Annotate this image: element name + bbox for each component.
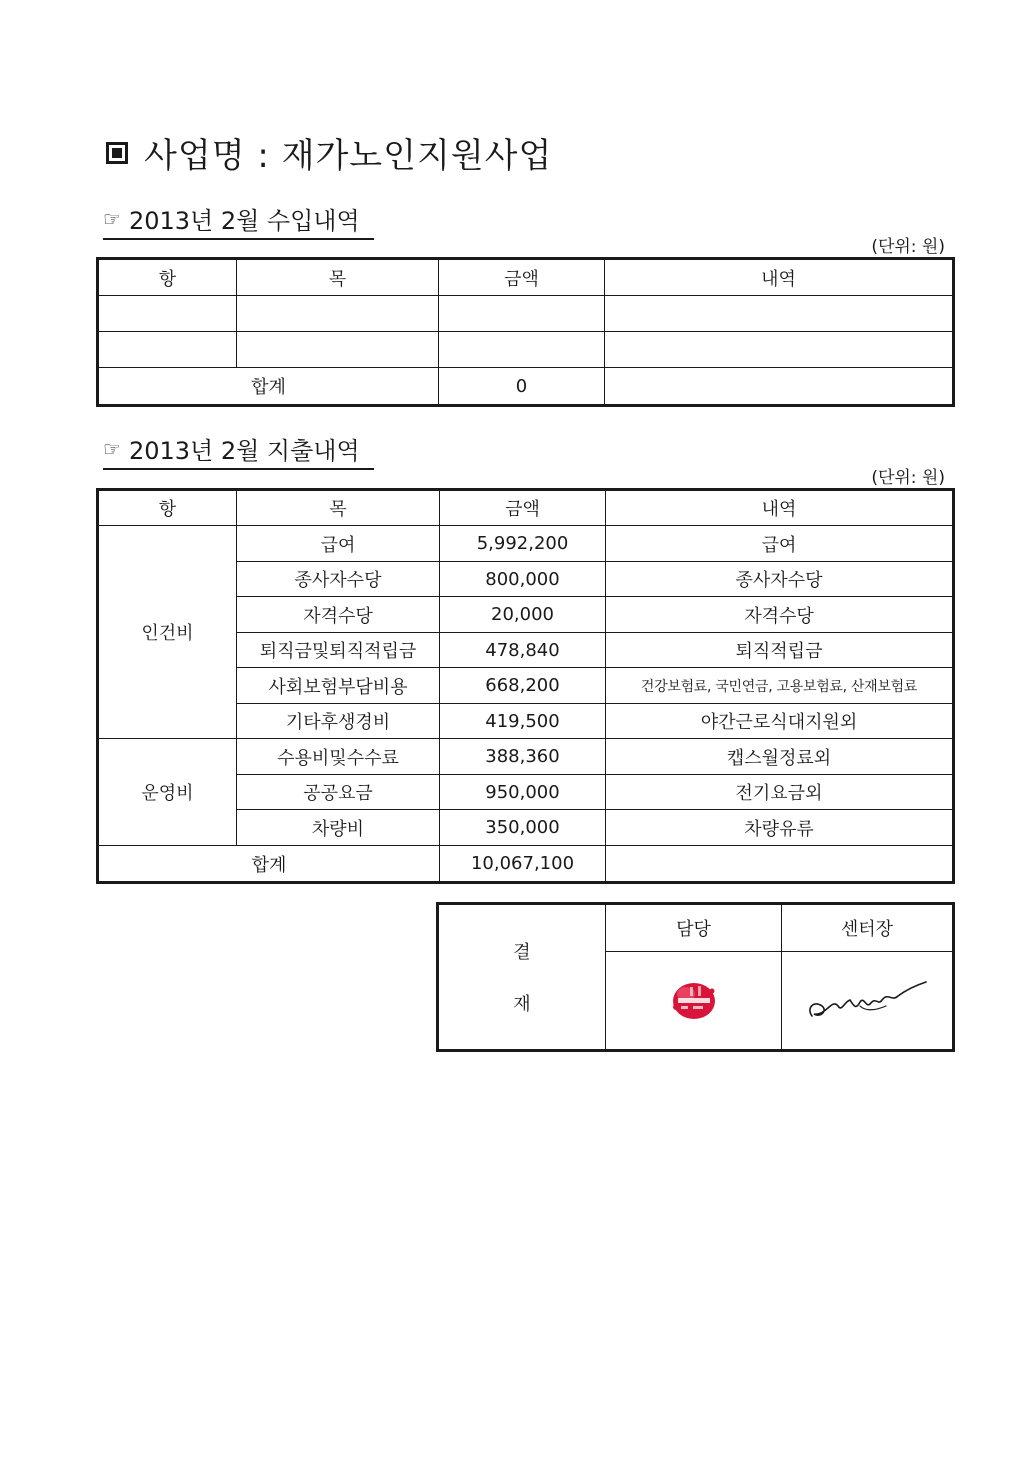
expense-detail: 퇴직적립금 xyxy=(606,633,954,668)
approval-label-top: 결 xyxy=(513,942,531,963)
expense-amount: 20,000 xyxy=(440,597,606,633)
expense-amount: 388,360 xyxy=(440,739,606,775)
approval-label xyxy=(438,904,606,1051)
expense-header-row xyxy=(98,490,954,526)
expense-amount: 419,500 xyxy=(440,704,606,739)
approval-table xyxy=(436,902,955,1052)
expense-detail: 건강보험료, 국민연금, 고용보험료, 산재보험료 xyxy=(606,668,954,704)
expense-heading xyxy=(103,431,374,470)
pointing-hand-icon: ☞ xyxy=(103,206,121,231)
table-row xyxy=(98,526,954,562)
expense-detail: 야간근로식대지원외 xyxy=(606,704,954,739)
income-empty-row xyxy=(98,332,954,368)
expense-header-detail: 내역 xyxy=(606,490,954,526)
expense-amount: 668,200 xyxy=(440,668,606,704)
expense-item: 자격수당 xyxy=(237,597,440,633)
expense-item: 종사자수당 xyxy=(237,562,440,597)
page-title-text: 사업명 : 재가노인지원사업 xyxy=(144,136,553,176)
income-total-amount: 0 xyxy=(439,368,605,406)
expense-item: 급여 xyxy=(237,526,440,562)
expense-header-mok: 목 xyxy=(237,490,440,526)
expense-detail: 자격수당 xyxy=(606,597,954,633)
expense-total-row xyxy=(98,846,954,883)
expense-heading-text: 2013년 2월 지출내역 xyxy=(128,437,360,465)
income-header-mok: 목 xyxy=(237,259,439,296)
income-total-label: 합계 xyxy=(98,368,439,406)
approval-col-director: 센터장 xyxy=(782,904,954,952)
expense-item: 차량비 xyxy=(237,810,440,846)
expense-group-operation: 운영비 xyxy=(98,739,237,846)
expense-item: 수용비및수수료 xyxy=(237,739,440,775)
pointing-hand-icon: ☞ xyxy=(103,436,121,461)
handwritten-signature xyxy=(802,976,932,1026)
expense-amount: 350,000 xyxy=(440,810,606,846)
income-heading xyxy=(103,201,374,240)
expense-item: 퇴직금및퇴직적립금 xyxy=(237,633,440,668)
expense-detail: 캡스월정료외 xyxy=(606,739,954,775)
expense-header-amount: 금액 xyxy=(440,490,606,526)
approval-label-bottom: 재 xyxy=(513,994,531,1015)
expense-detail: 종사자수당 xyxy=(606,562,954,597)
income-unit-label: (단위: 원) xyxy=(871,237,945,257)
expense-header-hang: 항 xyxy=(98,490,237,526)
approval-staff-cell xyxy=(606,952,782,1051)
expense-item: 공공요금 xyxy=(237,775,440,810)
approval-col-staff: 담당 xyxy=(606,904,782,952)
expense-amount: 800,000 xyxy=(440,562,606,597)
expense-amount: 478,840 xyxy=(440,633,606,668)
expense-detail: 차량유류 xyxy=(606,810,954,846)
approval-director-cell xyxy=(782,952,954,1051)
income-empty-row xyxy=(98,296,954,332)
expense-detail: 급여 xyxy=(606,526,954,562)
expense-table xyxy=(96,488,955,884)
page-title xyxy=(106,128,552,177)
expense-unit-label: (단위: 원) xyxy=(871,468,945,488)
expense-total-label: 합계 xyxy=(98,846,440,883)
income-total-row xyxy=(98,368,954,406)
income-header-detail: 내역 xyxy=(605,259,954,296)
expense-amount: 950,000 xyxy=(440,775,606,810)
income-header-hang: 항 xyxy=(98,259,237,296)
expense-item: 기타후생경비 xyxy=(237,704,440,739)
square-bullet-icon xyxy=(106,142,128,164)
income-table xyxy=(96,257,955,407)
expense-total-amount: 10,067,100 xyxy=(440,846,606,883)
income-header-amount: 금액 xyxy=(439,259,605,296)
red-seal-stamp xyxy=(666,977,722,1025)
expense-group-personnel: 인건비 xyxy=(98,526,237,739)
table-row xyxy=(98,739,954,775)
expense-amount: 5,992,200 xyxy=(440,526,606,562)
income-header-row xyxy=(98,259,954,296)
expense-item: 사회보험부담비용 xyxy=(237,668,440,704)
expense-detail: 전기요금외 xyxy=(606,775,954,810)
income-heading-text: 2013년 2월 수입내역 xyxy=(128,207,360,235)
approval-header-row xyxy=(438,904,954,952)
